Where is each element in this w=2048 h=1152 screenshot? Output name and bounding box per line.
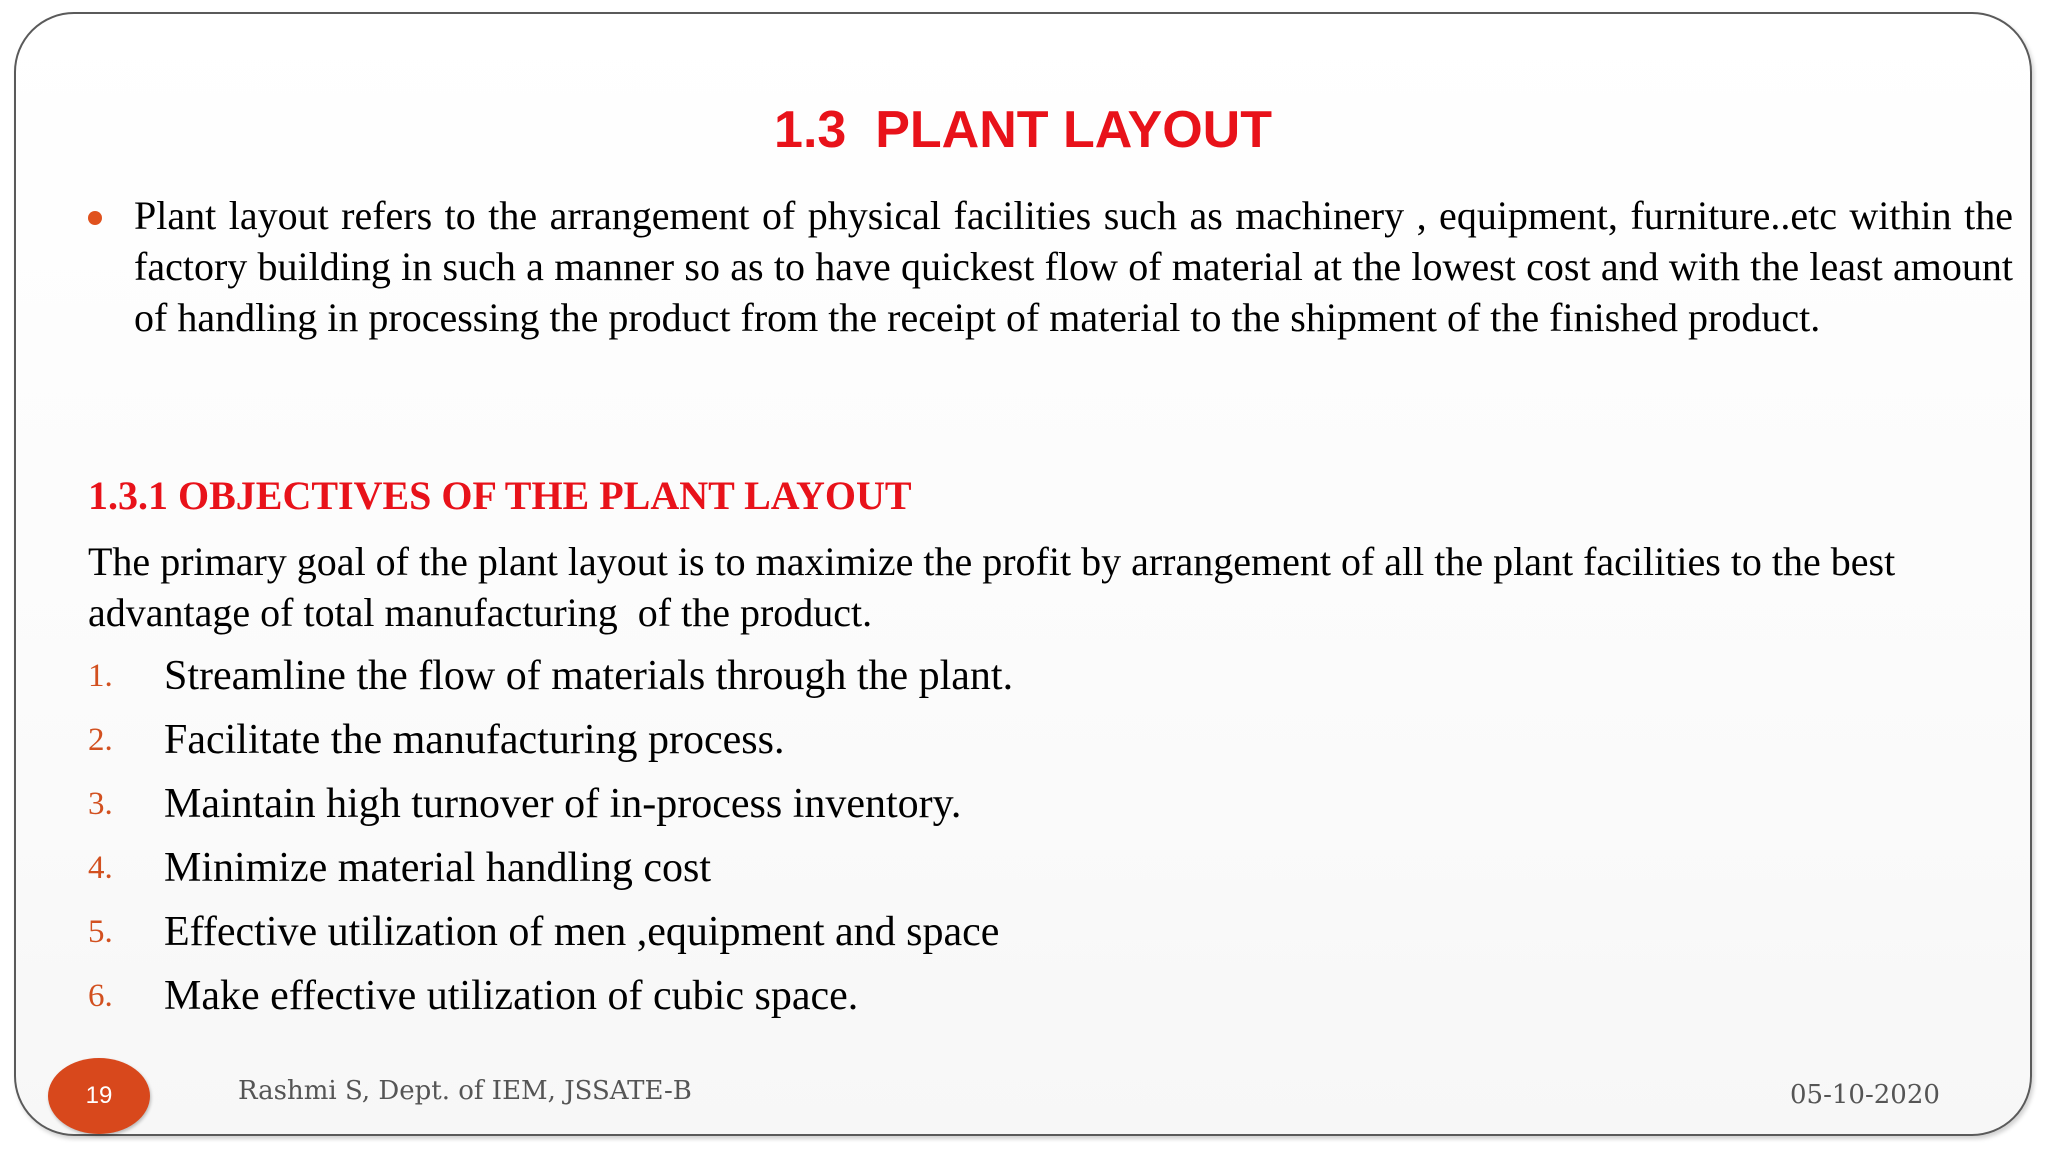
objective-text: Minimize material handling cost (164, 845, 712, 891)
objective-number: 1. (88, 658, 113, 694)
objective-number: 2. (88, 722, 113, 758)
bullet-dot-icon (88, 211, 102, 225)
objectives-heading: 1.3.1 OBJECTIVES OF THE PLANT LAYOUT (88, 473, 912, 518)
objective-number: 5. (88, 914, 113, 950)
page-number-badge: 19 (48, 1058, 150, 1134)
objective-text: Facilitate the manufacturing process. (164, 717, 785, 763)
objective-number: 4. (88, 850, 113, 886)
objective-number: 3. (88, 786, 113, 822)
objective-text: Make effective utilization of cubic space. (164, 973, 859, 1019)
footer-author: Rashmi S, Dept. of IEM, JSSATE-B (238, 1076, 692, 1106)
intro-bullet-text: Plant layout refers to the arrangement of physical facilities such as machinery , equipment, furniture..etc within the factory building in such a manner so as to have quickest flow of material at the lowest cost and with the least amount of handling in processing the product from the receipt of material to the shipment of the finished product. (134, 193, 2013, 340)
footer-date: 05-10-2020 (1790, 1080, 1940, 1110)
objective-text: Maintain high turnover of in-process inventory. (164, 781, 962, 827)
goal-paragraph: The primary goal of the plant layout is to maximize the profit by arrangement of all the plant facilities to the best advantage of total manufacturing of the product. (88, 539, 1906, 635)
objective-text: Streamline the flow of materials through the plant. (164, 653, 1014, 699)
intro-bullet (88, 190, 2013, 343)
slide-frame (14, 12, 2032, 1136)
objective-text: Effective utilization of men ,equipment and space (164, 909, 1000, 955)
objective-number: 6. (88, 978, 113, 1014)
slide-title: 1.3 PLANT LAYOUT (774, 101, 1272, 159)
